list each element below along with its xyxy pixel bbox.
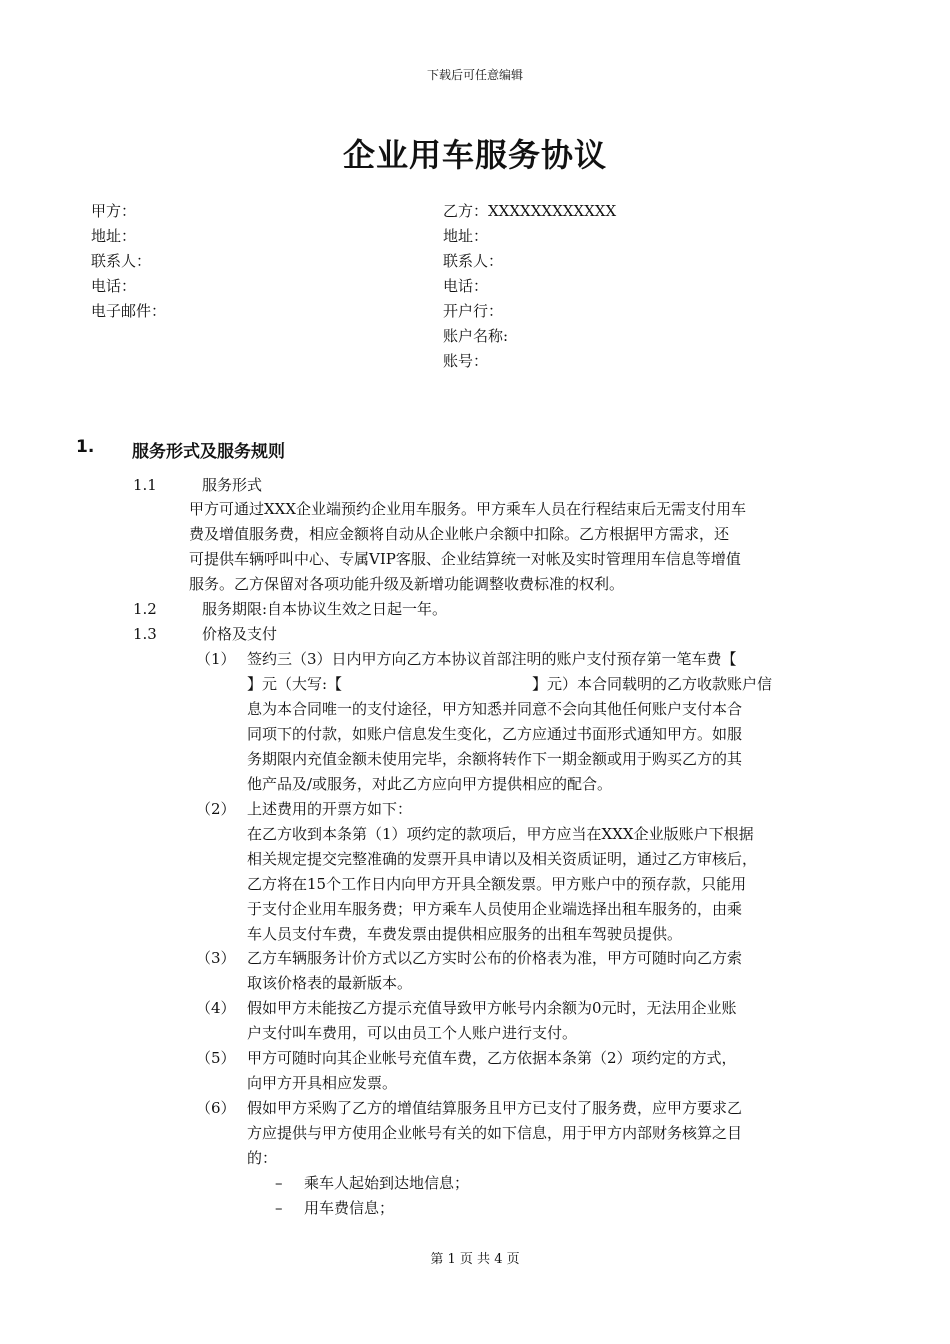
item-6-line: 方应提供与甲方使用企业帐号有关的如下信息，用于甲方内部财务核算之目	[247, 1124, 743, 1142]
section-1-number: 1.	[76, 437, 95, 457]
item-3-number: （3）	[196, 949, 236, 967]
item-4-body	[247, 996, 737, 1046]
item-5-number: （5）	[196, 1049, 236, 1067]
party-a-address-label: 地址：	[91, 227, 137, 245]
bullet-dash: –	[275, 1199, 283, 1217]
party-a-phone-label: 电话：	[91, 277, 137, 295]
item-5-line: 向甲方开具相应发票。	[247, 1074, 398, 1092]
party-a-name-label: 甲方：	[91, 202, 137, 220]
item-2-body	[247, 797, 757, 947]
clause-1-2-text: 服务期限:自本协议生效之日起一年。	[202, 600, 448, 618]
item-1-line: 息为本合同唯一的支付途径，甲方知悉并同意不会向其他任何账户支付本合	[247, 700, 743, 718]
clause-1-1-line: 甲方可通过XXX企业端预约企业用车服务。甲方乘车人员在行程结束后无需支付用车	[189, 500, 747, 518]
clause-1-1-line: 费及增值服务费，相应金额将自动从企业帐户余额中扣除。乙方根据甲方需求，还	[189, 525, 730, 543]
item-4-number: （4）	[196, 999, 236, 1017]
item-2-line: 在乙方收到本条第（1）项约定的款项后，甲方应当在XXX企业版账户下根据	[247, 825, 754, 843]
page-header-note: 下载后可任意编辑	[426, 68, 523, 82]
clause-1-1-line: 可提供车辆呼叫中心、专属VIP客服、企业结算统一对帐及实时管理用车信息等增值	[189, 550, 741, 568]
party-b-address-label: 地址：	[443, 227, 489, 245]
clause-1-1-number: 1.1	[133, 476, 157, 494]
item-3-line: 乙方车辆服务计价方式以乙方实时公布的价格表为准，甲方可随时向乙方索	[247, 949, 743, 967]
clause-1-3-number: 1.3	[133, 625, 157, 643]
item-2-line: 上述费用的开票方如下：	[247, 800, 413, 818]
item-1-amount-suffix: 】元）本合同载明的乙方收款账户信	[532, 675, 773, 693]
item-5-line: 甲方可随时向其企业帐号充值车费，乙方依据本条第（2）项约定的方式，	[247, 1049, 737, 1067]
item-5-body	[247, 1046, 737, 1096]
party-b-account-number-label: 账号：	[443, 352, 489, 370]
page-footer: 第 1 页 共 4 页	[430, 1252, 520, 1267]
item-4-line: 假如甲方未能按乙方提示充值导致甲方帐号内余额为0元时，无法用企业账	[247, 999, 737, 1017]
item-1-line: 务期限内充值金额未使用完毕，余额将转作下一期金额或用于购买乙方的其	[247, 750, 743, 768]
party-a-block	[91, 199, 166, 324]
document-title: 企业用车服务协议	[342, 136, 607, 174]
party-b-account-name-label: 账户名称:	[443, 327, 509, 345]
item-1-line: 他产品及/或服务，对此乙方应向甲方提供相应的配合。	[247, 775, 613, 793]
party-b-phone-label: 电话：	[443, 277, 489, 295]
item-1-amount-prefix: 】元（大写:【	[247, 675, 343, 693]
party-a-contact-label: 联系人：	[91, 252, 152, 270]
clause-1-1-title: 服务形式	[202, 476, 263, 494]
item-2-line: 于支付企业用车服务费；甲方乘车人员使用企业端选择出租车服务的，由乘	[247, 900, 743, 918]
party-b-name-label: 乙方：XXXXXXXXXXXX	[443, 202, 617, 220]
clause-1-1-line: 服务。乙方保留对各项功能升级及新增功能调整收费标准的权利。	[189, 575, 625, 593]
bullet-dash: –	[275, 1174, 283, 1192]
clause-1-3-title: 价格及支付	[202, 625, 278, 643]
item-1-line: 签约三（3）日内甲方向乙方本协议首部注明的账户支付预存第一笔车费【	[247, 650, 737, 668]
item-2-number: （2）	[196, 800, 236, 818]
bullet-item: 用车费信息；	[304, 1199, 395, 1217]
item-1-number: （1）	[196, 650, 236, 668]
party-b-bank-label: 开户行：	[443, 302, 504, 320]
item-1-body	[247, 697, 742, 797]
item-4-line: 户支付叫车费用，可以由员工个人账户进行支付。	[247, 1024, 578, 1042]
item-2-line: 车人员支付车费，车费发票由提供相应服务的出租车驾驶员提供。	[247, 925, 683, 943]
item-3-line: 取该价格表的最新版本。	[247, 974, 413, 992]
item-1-line: 同项下的付款，如账户信息发生变化，乙方应通过书面形式通知甲方。如服	[247, 725, 743, 743]
item-6-number: （6）	[196, 1099, 236, 1117]
clause-1-1-body	[189, 497, 746, 597]
item-6-line: 的：	[247, 1149, 278, 1167]
party-a-email-label: 电子邮件：	[91, 302, 167, 320]
item-6-body	[247, 1096, 742, 1171]
item-2-line: 乙方将在15个工作日内向甲方开具全额发票。甲方账户中的预存款，只能用	[247, 875, 747, 893]
item-2-line: 相关规定提交完整准确的发票开具申请以及相关资质证明，通过乙方审核后，	[247, 850, 758, 868]
section-1-title: 服务形式及服务规则	[132, 442, 285, 462]
clause-1-2-number: 1.2	[133, 600, 157, 618]
bullet-item: 乘车人起始到达地信息；	[304, 1174, 470, 1192]
party-b-contact-label: 联系人：	[443, 252, 504, 270]
item-3-body	[247, 946, 742, 996]
item-6-line: 假如甲方采购了乙方的增值结算服务且甲方已支付了服务费，应甲方要求乙	[247, 1099, 743, 1117]
party-b-block	[443, 199, 616, 374]
